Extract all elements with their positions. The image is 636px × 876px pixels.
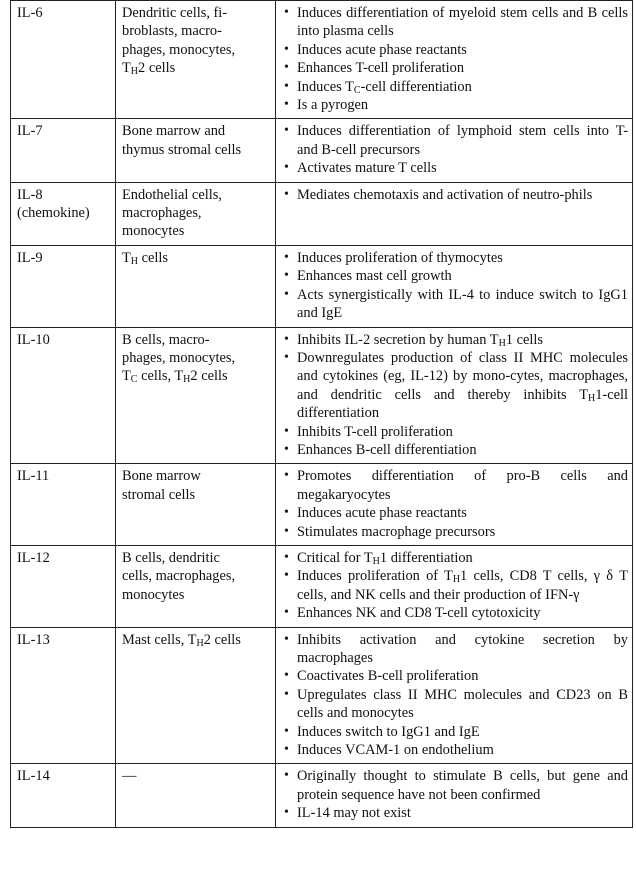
- text: T: [122, 368, 131, 385]
- text: Originally thought to stimulate B cells, but gene and protein sequence have not been confirmed: [297, 768, 628, 803]
- effect-item: [282, 159, 628, 177]
- effects-cell: [276, 327, 633, 464]
- text: Bone marrow and: [122, 123, 226, 140]
- secreted-by-cell: [116, 245, 276, 327]
- cytokine-name-cell: [11, 119, 116, 182]
- source-line: [122, 549, 271, 567]
- source-line: [122, 331, 271, 349]
- text: monocytes: [122, 586, 185, 603]
- effects-cell: [276, 464, 633, 546]
- source-line: [122, 767, 271, 785]
- effect-item: [282, 4, 628, 41]
- source-line: [122, 631, 271, 649]
- subscript: H: [130, 255, 139, 267]
- text: 1 differentiation: [379, 549, 473, 566]
- source-line: [122, 567, 271, 585]
- text: Critical for T: [297, 549, 373, 566]
- secreted-by-cell: [116, 464, 276, 546]
- effect-item: [282, 741, 628, 759]
- secreted-by-cell: [116, 545, 276, 627]
- effect-item: [282, 96, 628, 114]
- effects-list: [282, 767, 628, 822]
- source-line: [122, 367, 271, 385]
- text: 1-cell differentiation: [297, 386, 628, 422]
- effect-item: [282, 523, 628, 541]
- subscript: C: [353, 84, 361, 96]
- cytokine-name-cell: [11, 464, 116, 546]
- table-row: [11, 627, 633, 764]
- cytokine-name-cell: [11, 545, 116, 627]
- text: IL-14 may not exist: [297, 805, 411, 822]
- source-line: [122, 22, 271, 40]
- secreted-by-cell: [116, 119, 276, 182]
- source-line: [122, 186, 271, 204]
- effect-item: [282, 441, 628, 459]
- cytokine-name-cell: [11, 1, 116, 119]
- cytokine-name: IL-10: [17, 331, 50, 348]
- cytokine-name: IL-14: [17, 768, 50, 785]
- effects-cell: [276, 245, 633, 327]
- source-line: [122, 467, 271, 485]
- text: Acts synergistically with IL-4 to induce switch to IgG1 and IgE: [297, 286, 628, 322]
- effect-item: [282, 41, 628, 59]
- text: Dendritic cells, fi-: [122, 5, 228, 21]
- text: cells: [138, 249, 169, 266]
- text: Induces VCAM-1 on endothelium: [297, 742, 494, 759]
- effect-item: [282, 286, 628, 323]
- source-line: [122, 349, 271, 367]
- source-line: [122, 122, 271, 140]
- text: thymus stromal cells: [122, 141, 242, 158]
- text: Coactivates B-cell proliferation: [297, 668, 479, 685]
- cytokine-name: IL-13: [17, 631, 50, 648]
- text: Upregulates class II MHC molecules and CD23 on B cells and monocytes: [297, 686, 628, 722]
- text: 2 cells: [138, 60, 176, 77]
- text: Induces acute phase reactants: [297, 505, 467, 522]
- text: Activates mature T cells: [297, 160, 437, 177]
- cytokine-name-cell: [11, 764, 116, 827]
- effects-list: [282, 122, 628, 177]
- text: Induces switch to IgG1 and IgE: [297, 723, 480, 740]
- effect-item: [282, 467, 628, 504]
- effects-cell: [276, 627, 633, 764]
- secreted-by-cell: [116, 627, 276, 764]
- source-line: [122, 59, 271, 77]
- effect-item: [282, 767, 628, 804]
- source-line: [122, 486, 271, 504]
- text: -cell differentiation: [360, 78, 472, 95]
- text: Stimulates macrophage precursors: [297, 523, 496, 540]
- text: monocytes: [122, 223, 185, 240]
- table-row: [11, 464, 633, 546]
- table-row: [11, 245, 633, 327]
- text: —: [122, 768, 137, 785]
- effect-item: [282, 804, 628, 822]
- text: 1 cells, CD8 T cells, γ δ T cells, and NK cells and their production of IFN-γ: [297, 568, 628, 603]
- cytokine-name: IL-11: [17, 468, 50, 485]
- table-row: [11, 1, 633, 119]
- text: B cells, macro-: [122, 331, 210, 348]
- source-line: [122, 41, 271, 59]
- effect-item: [282, 331, 628, 349]
- table-row: [11, 182, 633, 245]
- text: Enhances mast cell growth: [297, 268, 452, 285]
- effects-list: [282, 467, 628, 541]
- cytokine-table-body: [11, 1, 633, 828]
- text: stromal cells: [122, 486, 196, 503]
- subscript: H: [183, 374, 191, 386]
- text: Induces T: [297, 78, 354, 95]
- effect-item: [282, 122, 628, 159]
- text: Is a pyrogen: [297, 97, 369, 114]
- table-row: [11, 327, 633, 464]
- text: phages, monocytes,: [122, 349, 236, 366]
- cytokine-name: IL-9: [17, 249, 43, 266]
- subscript: H: [196, 637, 204, 649]
- effect-item: [282, 504, 628, 522]
- text: Inhibits activation and cytokine secretion by macrophages: [297, 631, 628, 666]
- cytokine-name: IL-7: [17, 123, 43, 140]
- source-line: [122, 222, 271, 240]
- effect-item: [282, 59, 628, 77]
- text: 2 cells: [203, 631, 241, 648]
- effect-item: [282, 349, 628, 423]
- effects-list: [282, 186, 628, 204]
- effect-item: [282, 186, 628, 204]
- secreted-by-cell: [116, 764, 276, 827]
- table-row: [11, 764, 633, 827]
- secreted-by-cell: [116, 327, 276, 464]
- text: Induces differentiation of lymphoid stem cells into T- and B-cell precursors: [297, 123, 628, 158]
- subscript: H: [372, 555, 380, 567]
- cytokine-name: IL-8: [17, 186, 43, 203]
- effect-item: [282, 249, 628, 267]
- effect-item: [282, 549, 628, 567]
- text: Endothelial cells,: [122, 186, 222, 203]
- subscript: H: [130, 66, 139, 78]
- text: Promotes differentiation of pro-B cells and megakaryocytes: [297, 468, 628, 503]
- text: Inhibits T-cell proliferation: [297, 423, 453, 440]
- effects-list: [282, 631, 628, 760]
- effects-list: [282, 4, 628, 114]
- effect-item: [282, 267, 628, 285]
- effects-list: [282, 549, 628, 623]
- cytokine-name-cell: [11, 327, 116, 464]
- effect-item: [282, 667, 628, 685]
- effect-item: [282, 423, 628, 441]
- cytokine-name-cell: [11, 182, 116, 245]
- effects-cell: [276, 764, 633, 827]
- cytokine-name: IL-6: [17, 5, 43, 21]
- table-row: [11, 119, 633, 182]
- text: B cells, dendritic: [122, 549, 220, 566]
- secreted-by-cell: [116, 182, 276, 245]
- text: 2 cells: [190, 368, 228, 385]
- effects-cell: [276, 119, 633, 182]
- effects-cell: [276, 1, 633, 119]
- text: T: [122, 249, 131, 266]
- secreted-by-cell: [116, 1, 276, 119]
- text: Enhances B-cell differentiation: [297, 441, 477, 458]
- effect-item: [282, 631, 628, 668]
- effects-list: [282, 249, 628, 323]
- effect-item: [282, 604, 628, 622]
- text: broblasts, macro-: [122, 23, 222, 40]
- subscript: H: [452, 574, 461, 586]
- cytokine-table-page: [10, 0, 633, 828]
- text: phages, monocytes,: [122, 41, 236, 58]
- subscript: C: [130, 374, 138, 386]
- text: Inhibits IL-2 secretion by human T: [297, 331, 499, 348]
- text: cells, T: [137, 368, 184, 385]
- source-line: [122, 586, 271, 604]
- effect-item: [282, 567, 628, 604]
- text: Induces proliferation of T: [297, 568, 453, 585]
- cytokine-name-cell: [11, 245, 116, 327]
- table-row: [11, 545, 633, 627]
- text: 1 cells: [505, 331, 543, 348]
- cytokine-name: IL-12: [17, 549, 50, 566]
- text: Mediates chemotaxis and activation of neutro-phils: [297, 186, 593, 203]
- source-line: [122, 141, 271, 159]
- source-line: [122, 249, 271, 267]
- effects-cell: [276, 545, 633, 627]
- subscript: H: [498, 337, 506, 349]
- cytokine-name-cell: [11, 627, 116, 764]
- text: Downregulates production of class II MHC molecules and cytokines (eg, IL-12) by mono-cytes, macrophages, and dendritic cells and thereby inhibits T: [297, 349, 628, 403]
- text: Induces acute phase reactants: [297, 41, 467, 58]
- source-line: [122, 204, 271, 222]
- effect-item: [282, 78, 628, 96]
- text: Bone marrow: [122, 468, 201, 485]
- text: T: [122, 60, 131, 77]
- text: Mast cells, T: [122, 631, 197, 648]
- text: cells, macrophages,: [122, 568, 236, 585]
- text: Enhances T-cell proliferation: [297, 60, 465, 77]
- cytokine-note: (chemokine): [17, 205, 90, 222]
- text: Enhances NK and CD8 T-cell cytotoxicity: [297, 605, 541, 622]
- effect-item: [282, 723, 628, 741]
- text: Induces differentiation of myeloid stem cells and B cells into plasma cells: [297, 5, 628, 40]
- effect-item: [282, 686, 628, 723]
- effects-cell: [276, 182, 633, 245]
- text: macrophages,: [122, 205, 202, 222]
- effects-list: [282, 331, 628, 460]
- text: Induces proliferation of thymocytes: [297, 249, 503, 266]
- cytokine-table: [10, 0, 633, 828]
- source-line: [122, 4, 271, 22]
- subscript: H: [588, 392, 596, 404]
